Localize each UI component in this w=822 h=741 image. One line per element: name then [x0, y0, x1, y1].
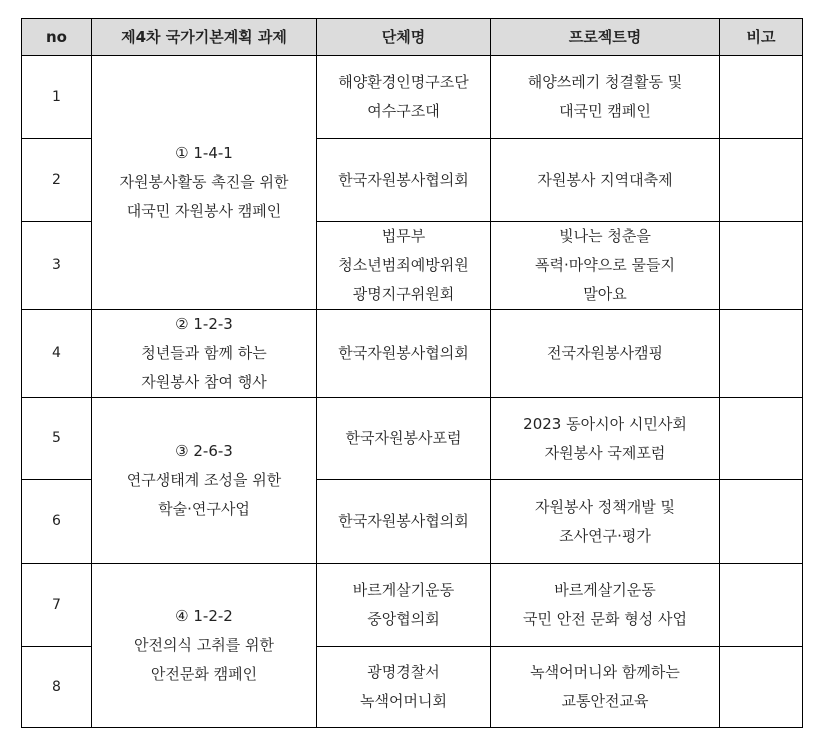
project-cell: 해양쓰레기 청결활동 및 대국민 캠페인 — [491, 56, 720, 139]
note-cell — [720, 139, 803, 222]
project-cell: 2023 동아시아 시민사회 자원봉사 국제포럼 — [491, 398, 720, 480]
org-cell: 바르게살기운동 중앙협의회 — [317, 564, 491, 647]
header-org: 단체명 — [317, 19, 491, 56]
header-row — [22, 19, 803, 56]
org-cell: 한국자원봉사협의회 — [317, 310, 491, 398]
row-no: 8 — [22, 647, 92, 728]
project-cell: 자원봉사 지역대축제 — [491, 139, 720, 222]
org-cell: 광명경찰서 녹색어머니회 — [317, 647, 491, 728]
table-row — [22, 56, 803, 139]
row-no: 1 — [22, 56, 92, 139]
row-no: 5 — [22, 398, 92, 480]
note-cell — [720, 480, 803, 564]
project-cell: 녹색어머니와 함께하는 교통안전교육 — [491, 647, 720, 728]
table-row — [22, 564, 803, 647]
task-cell: ④ 1-2-2 안전의식 고취를 위한 안전문화 캠페인 — [92, 564, 317, 728]
project-cell: 빛나는 청춘을 폭력·마약으로 물들지 말아요 — [491, 222, 720, 310]
note-cell — [720, 310, 803, 398]
note-cell — [720, 398, 803, 480]
header-project: 프로젝트명 — [491, 19, 720, 56]
header-task: 제4차 국가기본계획 과제 — [92, 19, 317, 56]
note-cell — [720, 564, 803, 647]
row-no: 6 — [22, 480, 92, 564]
row-no: 2 — [22, 139, 92, 222]
row-no: 7 — [22, 564, 92, 647]
header-note: 비고 — [720, 19, 803, 56]
org-cell: 해양환경인명구조단 여수구조대 — [317, 56, 491, 139]
note-cell — [720, 647, 803, 728]
note-cell — [720, 222, 803, 310]
org-cell: 한국자원봉사포럼 — [317, 398, 491, 480]
table-row — [22, 310, 803, 398]
project-cell: 바르게살기운동 국민 안전 문화 형성 사업 — [491, 564, 720, 647]
org-cell: 한국자원봉사협의회 — [317, 139, 491, 222]
note-cell — [720, 56, 803, 139]
org-cell: 한국자원봉사협의회 — [317, 480, 491, 564]
row-no: 3 — [22, 222, 92, 310]
header-no: no — [22, 19, 92, 56]
task-cell: ① 1-4-1 자원봉사활동 촉진을 위한 대국민 자원봉사 캠페인 — [92, 56, 317, 310]
table-row — [22, 398, 803, 480]
project-cell: 자원봉사 정책개발 및 조사연구·평가 — [491, 480, 720, 564]
task-cell: ③ 2-6-3 연구생태계 조성을 위한 학술·연구사업 — [92, 398, 317, 564]
row-no: 4 — [22, 310, 92, 398]
project-table — [21, 18, 803, 728]
project-cell: 전국자원봉사캠핑 — [491, 310, 720, 398]
org-cell: 법무부 청소년범죄예방위원 광명지구위원회 — [317, 222, 491, 310]
task-cell: ② 1-2-3 청년들과 함께 하는 자원봉사 참여 행사 — [92, 310, 317, 398]
